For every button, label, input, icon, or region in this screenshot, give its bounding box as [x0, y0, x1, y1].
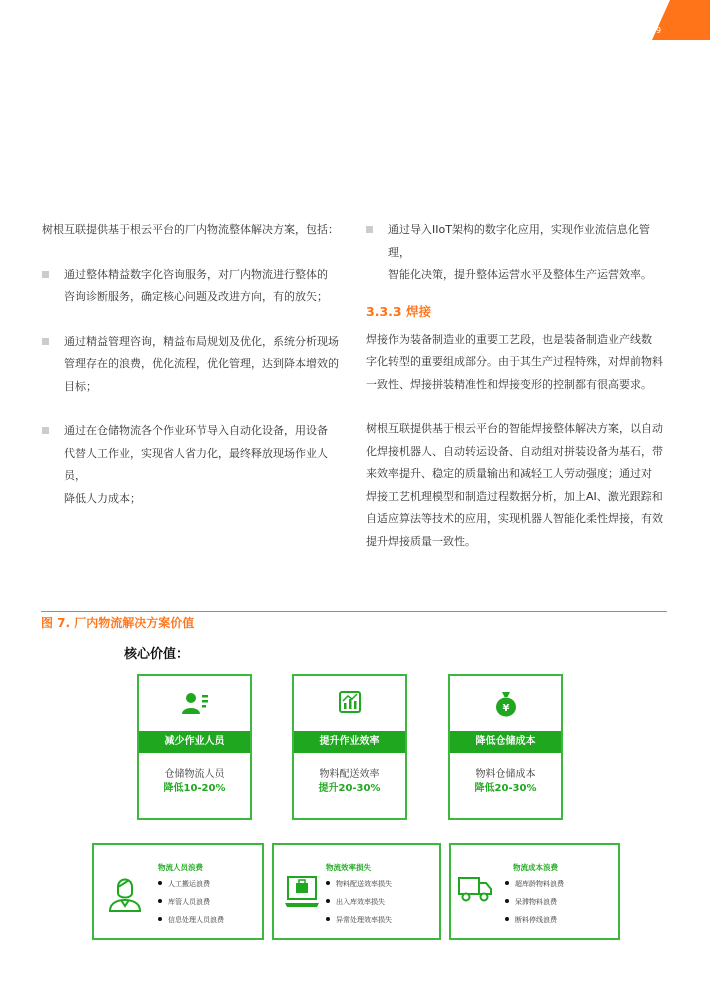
paragraph-line: 字化转型的重要组成部分。由于其生产过程特殊，对焊前物料 — [366, 355, 663, 368]
paragraph-line: 来效率提升、稳定的质量输出和减轻工人劳动强度；通过对 — [366, 467, 652, 480]
bullet-line: 咨询诊断服务，确定核心问题及改进方向，有的放矢； — [64, 290, 328, 303]
value-card-staff — [137, 674, 252, 820]
figure-title: 图 7. 厂内物流解决方案价值 — [41, 616, 195, 630]
box-item: 异常处理效率损失 — [326, 915, 392, 925]
value-card-cost — [448, 674, 563, 820]
box-title: 物流人员浪费 — [158, 863, 203, 872]
person-card-icon — [181, 690, 209, 718]
paragraph-line: 树根互联提供基于根云平台的智能焊接整体解决方案，以自动 — [366, 422, 663, 435]
paragraph — [366, 418, 671, 553]
money-bag-icon — [493, 690, 519, 718]
bullet-line: 智能化决策，提升整体运营水平及整体生产运营效率。 — [388, 268, 652, 281]
box-title: 物流效率损失 — [326, 863, 371, 872]
figure-divider — [41, 611, 667, 612]
bullet-line: 目标； — [64, 379, 97, 393]
box-item: 物料配送效率损失 — [326, 879, 392, 889]
card-value: 降低10-20% — [163, 783, 226, 794]
box-item: 信息处理人员浪费 — [158, 915, 224, 925]
box-item: 出入库效率损失 — [326, 897, 385, 907]
bullet-line: 通过精益管理咨询，精益布局规划及优化，系统分析现场 — [64, 334, 339, 348]
intro-paragraph: 树根互联提供基于根云平台的厂内物流整体解决方案，包括： — [42, 223, 339, 236]
paragraph — [366, 329, 671, 397]
bullet-item — [42, 264, 347, 309]
bullet-square-icon — [42, 427, 49, 434]
core-value-label: 核心价值： — [124, 647, 190, 662]
waste-box-efficiency — [272, 843, 441, 940]
paragraph-line: 提升焊接质量一致性。 — [366, 534, 476, 548]
waste-box-staff — [92, 843, 264, 940]
card-title: 减少作业人员 — [139, 731, 250, 753]
bullet-line: 通过导入IIoT架构的数字化应用，实现作业流信息化管理， — [388, 223, 650, 259]
briefcase-monitor-icon — [284, 873, 320, 909]
paragraph-line: 化焊接机器人、自动转运设备、自动组对拼装设备为基石，带 — [366, 444, 663, 458]
card-metric: 物料仓储成本 — [475, 769, 536, 780]
card-metric: 仓储物流人员 — [164, 769, 225, 780]
box-title: 物流成本浪费 — [513, 863, 558, 872]
bullet-line: 通过在仓储物流各个作业环节导入自动化设备，用设备 — [64, 424, 328, 437]
bullet-square-icon — [366, 226, 373, 233]
bullet-square-icon — [42, 271, 49, 278]
box-item: 人工搬运浪费 — [158, 879, 210, 889]
bullet-item — [42, 331, 347, 399]
bullet-line: 管理存在的浪费，优化流程，优化管理，达到降本增效的 — [64, 357, 339, 370]
card-value: 提升20-30% — [318, 783, 381, 794]
card-value: 降低20-30% — [474, 783, 537, 794]
card-title: 降低仓储成本 — [450, 731, 561, 753]
bullet-line: 降低人力成本； — [64, 491, 141, 505]
chart-icon — [338, 690, 362, 714]
bullet-line: 通过整体精益数字化咨询服务，对厂内物流进行整体的 — [64, 267, 328, 281]
box-item: 超库龄物料浪费 — [505, 879, 564, 889]
bullet-item — [366, 219, 671, 287]
bullet-line: 代替人工作业，实现省人省力化，最终释放现场作业人员， — [64, 446, 328, 482]
box-item: 库管人员浪费 — [158, 897, 210, 907]
left-column — [42, 219, 347, 510]
box-item: 断料停线浪费 — [505, 915, 557, 925]
card-metric: 物料配送效率 — [319, 769, 380, 780]
card-title: 提升作业效率 — [294, 731, 405, 753]
section-heading: 3.3.3 焊接 — [366, 303, 431, 319]
box-item: 呆滞物料浪费 — [505, 897, 557, 907]
value-card-efficiency — [292, 674, 407, 820]
paragraph-line: 一致性、焊接拼装精准性和焊接变形的控制都有很高要求。 — [366, 377, 652, 391]
page-number: 9 — [656, 26, 662, 35]
paragraph-line: 自适应算法等技术的应用，实现机器人智能化柔性焊接，有效 — [366, 512, 663, 525]
bullet-item — [42, 420, 347, 510]
worker-icon — [108, 873, 142, 913]
truck-icon — [457, 873, 493, 905]
bullet-square-icon — [42, 338, 49, 345]
svg-text:¥: ¥ — [502, 703, 509, 714]
right-column — [366, 219, 671, 553]
paragraph-line: 焊接作为装备制造业的重要工艺段，也是装备制造业产线数 — [366, 332, 652, 346]
paragraph-line: 焊接工艺机理模型和制造过程数据分析，加上AI、激光跟踪和 — [366, 489, 663, 503]
waste-box-cost — [449, 843, 620, 940]
